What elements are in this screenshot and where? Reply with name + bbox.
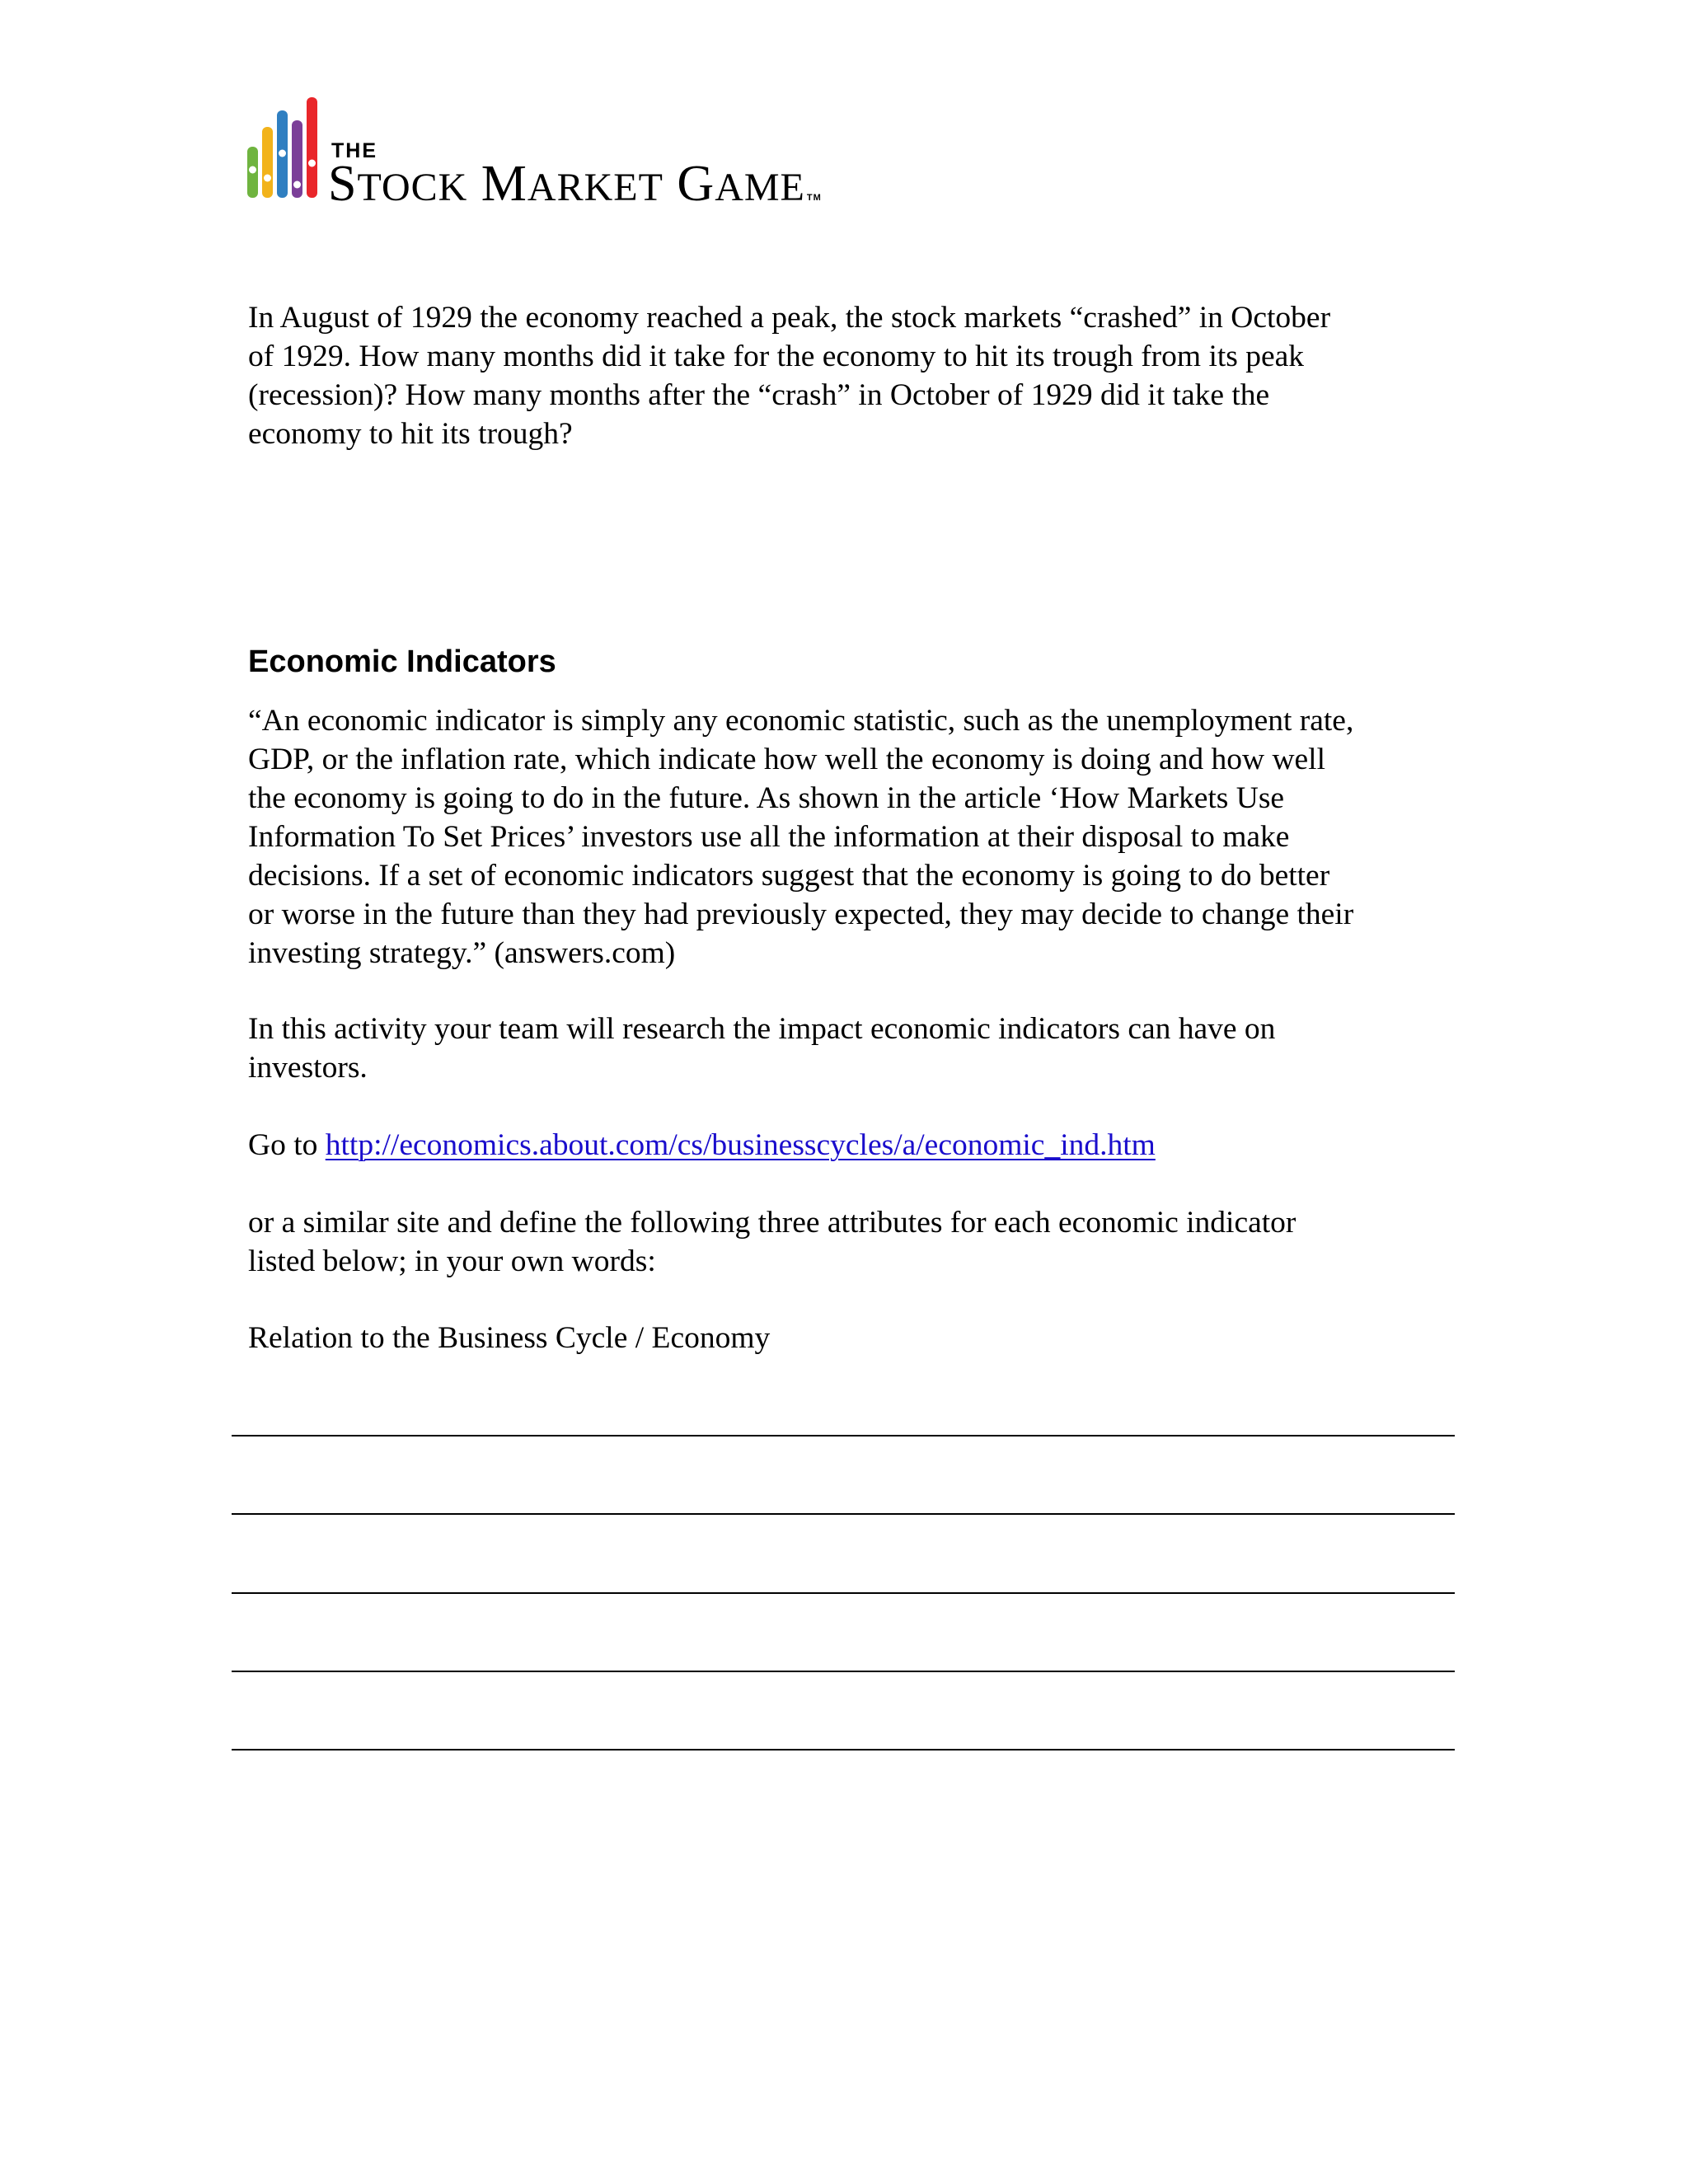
answer-line[interactable] bbox=[232, 1435, 1455, 1436]
goto-paragraph bbox=[248, 1126, 1451, 1165]
paragraph-line: GDP, or the inflation rate, which indicate how well the economy is doing and how well bbox=[248, 743, 1326, 776]
logo-bars-icon bbox=[246, 96, 321, 203]
answer-line[interactable] bbox=[232, 1592, 1455, 1594]
paragraph-line: economy to hit its trough? bbox=[248, 417, 573, 451]
logo-bar bbox=[262, 127, 273, 198]
define-instructions-paragraph bbox=[248, 1203, 1451, 1281]
paragraph-line: the economy is going to do in the future. As shown in the article ‘How Markets Use bbox=[248, 781, 1285, 815]
paragraph-line: “An economic indicator is simply any economic statistic, such as the unemployment rate, bbox=[248, 704, 1354, 738]
paragraph-line: investing strategy.” (answers.com) bbox=[248, 936, 676, 970]
answer-line[interactable] bbox=[232, 1749, 1455, 1750]
paragraph-line: investors. bbox=[248, 1051, 368, 1085]
paragraph-line: of 1929. How many months did it take for the economy to hit its trough from its peak bbox=[248, 340, 1305, 373]
trademark-mark: TM bbox=[806, 193, 822, 203]
logo-the-text: THE bbox=[331, 139, 377, 162]
paragraph-line: or a similar site and define the following three attributes for each economic indicator bbox=[248, 1206, 1296, 1240]
answer-line[interactable] bbox=[232, 1671, 1455, 1672]
paragraph-line: Information To Set Prices’ investors use all the information at their disposal to make bbox=[248, 820, 1290, 854]
goto-prefix: Go to bbox=[248, 1128, 326, 1162]
logo-name-text: STOCK MARKET GAME TM bbox=[328, 156, 822, 212]
logo-bar-dot bbox=[279, 150, 286, 157]
paragraph-line: In this activity your team will research the impact economic indicators can have on bbox=[248, 1012, 1276, 1046]
paragraph-line: listed below; in your own words: bbox=[248, 1244, 656, 1278]
logo-bar bbox=[307, 97, 317, 198]
logo-bar-dot bbox=[308, 160, 316, 167]
logo-bar-dot bbox=[249, 166, 256, 174]
paragraph-line: or worse in the future than they had previously expected, they may decide to change their bbox=[248, 898, 1354, 931]
economic-indicators-heading: Economic Indicators bbox=[248, 644, 556, 679]
answer-line[interactable] bbox=[232, 1513, 1455, 1515]
logo-bar-dot bbox=[293, 181, 301, 189]
paragraph-line: Relation to the Business Cycle / Economy bbox=[248, 1321, 771, 1355]
question-1929-paragraph bbox=[248, 298, 1451, 453]
economics-about-link[interactable]: http://economics.about.com/cs/businesscycles/a/economic_ind.htm bbox=[325, 1128, 1156, 1162]
logo-bar-dot bbox=[264, 175, 271, 182]
paragraph-line: In August of 1929 the economy reached a peak, the stock markets “crashed” in October bbox=[248, 301, 1331, 335]
paragraph-line: (recession)? How many months after the “crash” in October of 1929 did it take the bbox=[248, 378, 1270, 412]
relation-prompt bbox=[248, 1319, 1451, 1357]
activity-paragraph bbox=[248, 1010, 1451, 1087]
stock-market-game-logo bbox=[246, 96, 921, 212]
paragraph-line: decisions. If a set of economic indicators suggest that the economy is going to do better bbox=[248, 859, 1330, 893]
definition-quote-paragraph bbox=[248, 701, 1451, 972]
